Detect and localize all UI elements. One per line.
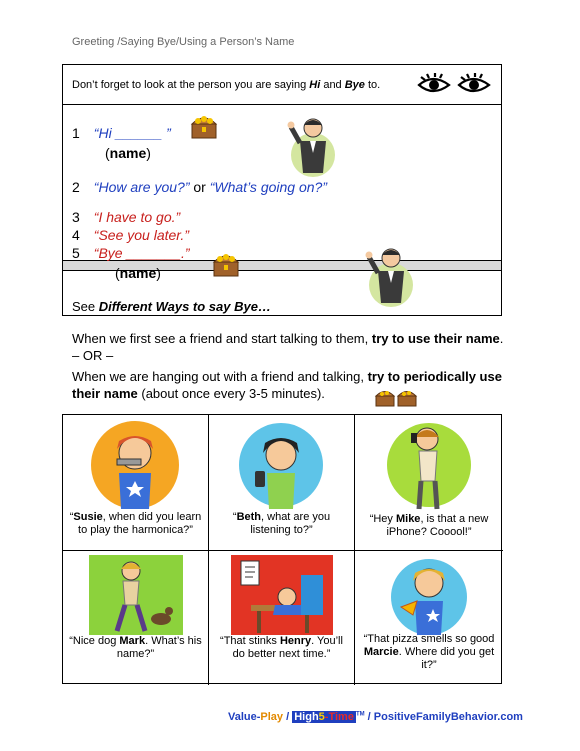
page-header-title: Greeting /Saying Bye/Using a Person’s Name xyxy=(72,36,295,48)
card-beth-caption: “Beth, what are you listening to?” xyxy=(232,511,331,536)
reminder-text xyxy=(72,79,380,91)
waving-man-icon xyxy=(361,243,421,309)
line-1: 1 “Hi ______ ” xyxy=(72,125,171,141)
name-label-2: (name) xyxy=(115,265,161,281)
card-mark-caption: “Nice dog Mark. What’s his name?” xyxy=(69,635,202,660)
line-4: 4 “See you later.” xyxy=(72,227,189,243)
treasure-chest-icon xyxy=(211,249,241,279)
boy-phone-icon xyxy=(381,419,477,511)
see-more-link[interactable]: Different Ways to say Bye… xyxy=(98,299,271,314)
footer-site-link[interactable]: PositiveFamilyBehavior.com xyxy=(373,711,523,723)
line-2: 2 “How are you?” or “What’s going on?” xyxy=(72,179,327,195)
footer-play: Play xyxy=(260,711,284,723)
reminder-and: and xyxy=(320,79,345,91)
name-label-1: (name) xyxy=(105,145,151,161)
footer-value: Value- xyxy=(228,711,261,723)
example-grid xyxy=(62,414,502,684)
tip-paragraph-2: When we are hanging out with a friend and talking, try to periodically use their name (about once every 3-5 minutes). xyxy=(72,369,502,401)
footer: Value-Play / High5-Time ™ / PositiveFamilyBehavior.com xyxy=(228,711,523,723)
treasure-chests-icon xyxy=(374,386,418,408)
boy-dog-icon xyxy=(89,555,183,635)
girl-listening-icon xyxy=(231,419,331,511)
footer-high5-logo: High5-Time xyxy=(294,711,354,723)
card-susie xyxy=(63,415,209,551)
boy-pizza-icon xyxy=(383,555,475,635)
line-5: 5 “Bye _______.” xyxy=(72,245,190,261)
card-mike xyxy=(355,415,503,551)
tip-paragraph-1: When we first see a friend and start talking to them, try to use their name. – OR – xyxy=(72,331,504,363)
eyes-icon xyxy=(415,69,495,99)
see-more-text: See Different Ways to say Bye… xyxy=(72,299,271,314)
card-mark xyxy=(63,551,209,685)
reminder-after: to. xyxy=(364,79,381,91)
reminder-bye: Bye xyxy=(344,79,365,91)
reminder-hi: Hi xyxy=(309,79,321,91)
card-beth xyxy=(209,415,355,551)
card-henry-caption: “That stinks Henry. You’ll do better next time.” xyxy=(220,635,343,660)
card-marcie-caption: “That pizza smells so good Marcie. Where did you get it?” xyxy=(363,633,495,671)
girl-harmonica-icon xyxy=(83,419,187,511)
card-susie-caption: “Susie, when did you learn to play the harmonica?” xyxy=(69,511,202,536)
goodbye-row xyxy=(63,207,501,317)
reminder-row xyxy=(63,65,501,105)
reminder-before: Don’t forget to look at the person you are saying xyxy=(72,79,310,91)
line-3: 3 “I have to go.” xyxy=(72,209,181,225)
card-henry xyxy=(209,551,355,685)
card-marcie xyxy=(355,551,503,685)
waving-man-icon xyxy=(283,113,343,179)
treasure-chest-icon xyxy=(189,111,219,141)
greeting-box xyxy=(62,64,502,316)
card-mike-caption: “Hey Mike, is that a new iPhone? Cooool!” xyxy=(369,513,489,538)
boy-desk-icon xyxy=(231,555,333,635)
